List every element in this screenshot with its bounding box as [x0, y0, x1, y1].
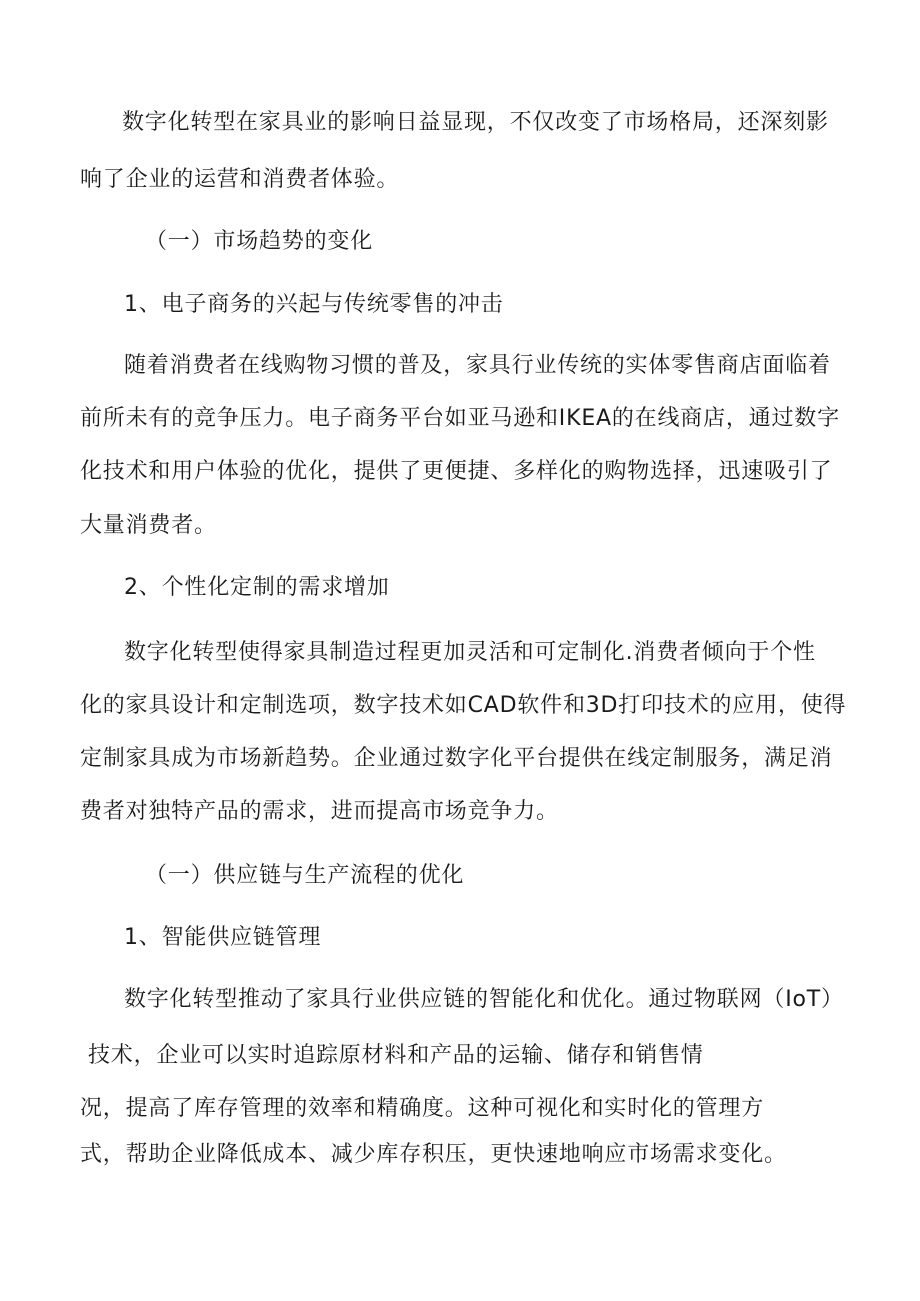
paragraph-ecommerce-line-3: 化技术和用户体验的优化，提供了更便捷、多样化的购物选择，迅速吸引了 [80, 459, 833, 484]
section-heading-supply-chain: （一）供应链与生产流程的优化 [145, 863, 465, 888]
paragraph-supply-chain-line-1: 数字化转型推动了家具行业供应链的智能化和优化。通过物联网（IoT） [124, 987, 844, 1012]
paragraph-intro-line-2: 响了企业的运营和消费者体验。 [80, 167, 400, 192]
section-heading-market-trends: （一）市场趋势的变化 [145, 229, 374, 254]
paragraph-supply-chain-line-2: 技术，企业可以实时追踪原材料和产品的运输、储存和销售情 [88, 1043, 704, 1068]
paragraph-customization-line-1: 数字化转型使得家具制造过程更加灵活和可定制化.消费者倾向于个性 [124, 640, 816, 665]
paragraph-ecommerce-line-1: 随着消费者在线购物习惯的普及，家具行业传统的实体零售商店面临着 [124, 353, 831, 378]
paragraph-customization-line-3: 定制家具成为市场新趋势。企业通过数字化平台提供在线定制服务，满足消 [80, 746, 833, 771]
paragraph-customization-line-2: 化的家具设计和定制选项，数字技术如CAD软件和3D打印技术的应用，使得 [80, 693, 847, 718]
subheading-ecommerce: 1、电子商务的兴起与传统零售的冲击 [124, 292, 504, 317]
subheading-smart-supply-chain: 1、智能供应链管理 [124, 925, 322, 950]
paragraph-ecommerce-line-2: 前所未有的竞争压力。电子商务平台如亚马逊和IKEA的在线商店，通过数字 [80, 406, 840, 431]
paragraph-supply-chain-line-3: 况，提高了库存管理的效率和精确度。这种可视化和实时化的管理方 [80, 1096, 765, 1121]
paragraph-supply-chain-line-4: 式，帮助企业降低成本、减少库存积压，更快速地响应市场需求变化。 [80, 1142, 787, 1167]
paragraph-intro-line-1: 数字化转型在家具业的影响日益显现，不仅改变了市场格局，还深刻影 [122, 110, 829, 135]
subheading-customization: 2、个性化定制的需求增加 [124, 575, 390, 600]
paragraph-customization-line-4: 费者对独特产品的需求，进而提高市场竞争力。 [80, 799, 559, 824]
paragraph-ecommerce-line-4: 大量消费者。 [80, 513, 217, 538]
